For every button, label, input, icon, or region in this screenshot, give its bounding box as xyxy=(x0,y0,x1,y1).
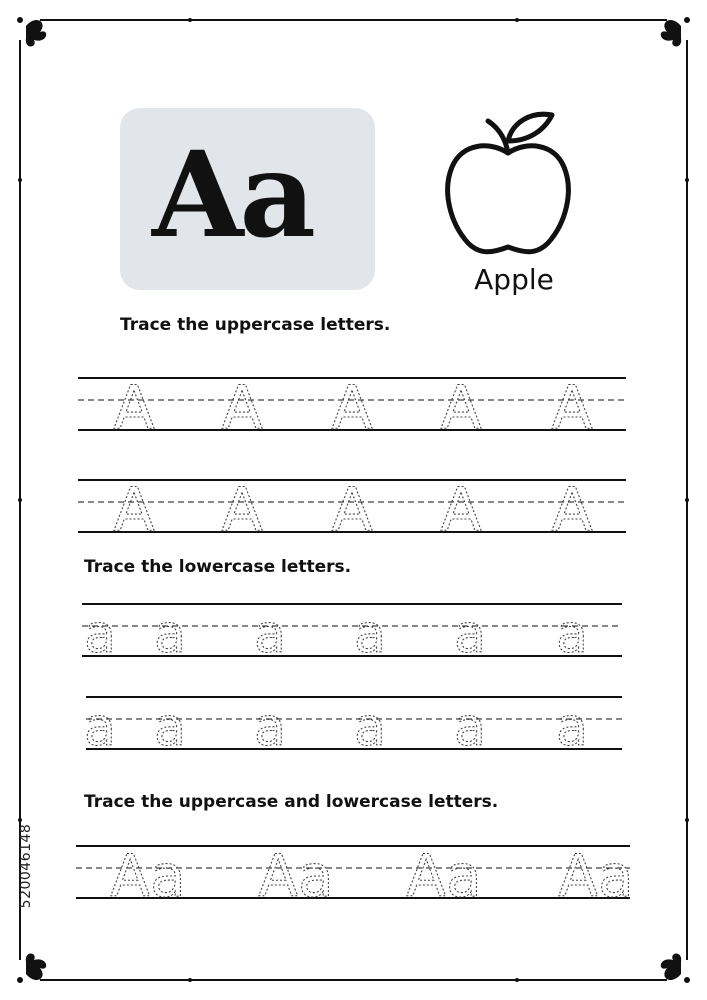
trace-letter: a xyxy=(454,698,486,758)
trace-letter: A xyxy=(113,373,155,443)
trace-letter: a xyxy=(354,698,386,758)
section-heading-mixed: Trace the uppercase and lowercase letters. xyxy=(84,792,499,812)
featured-letters: Aa xyxy=(152,125,313,264)
trace-letter: a xyxy=(154,605,186,665)
trace-letter: A xyxy=(113,475,155,545)
trace-letter: A xyxy=(551,373,593,443)
picture-word: Apple xyxy=(474,263,554,296)
trace-letter: Aa xyxy=(406,842,482,910)
trace-letter: Aa xyxy=(110,842,186,910)
trace-letter: a xyxy=(454,605,486,665)
trace-letter: A xyxy=(221,475,263,545)
trace-letter: A xyxy=(221,373,263,443)
trace-letter: A xyxy=(440,373,482,443)
trace-letter: A xyxy=(440,475,482,545)
trace-letter: a xyxy=(154,698,186,758)
trace-letter: Aa xyxy=(258,842,334,910)
image-id-label: 520046148 xyxy=(18,823,34,909)
trace-letter: A xyxy=(331,373,373,443)
trace-letter: a xyxy=(556,605,588,665)
trace-letter: a xyxy=(254,605,286,665)
trace-letter: Aa xyxy=(558,842,634,910)
trace-letter: a xyxy=(84,698,116,758)
trace-letter: a xyxy=(84,605,116,665)
trace-letter: a xyxy=(354,605,386,665)
section-heading-uppercase: Trace the uppercase letters. xyxy=(120,315,391,335)
section-heading-lowercase: Trace the lowercase letters. xyxy=(84,557,352,577)
trace-letter: A xyxy=(331,475,373,545)
trace-letter: A xyxy=(551,475,593,545)
trace-letter: a xyxy=(254,698,286,758)
trace-letter: a xyxy=(556,698,588,758)
